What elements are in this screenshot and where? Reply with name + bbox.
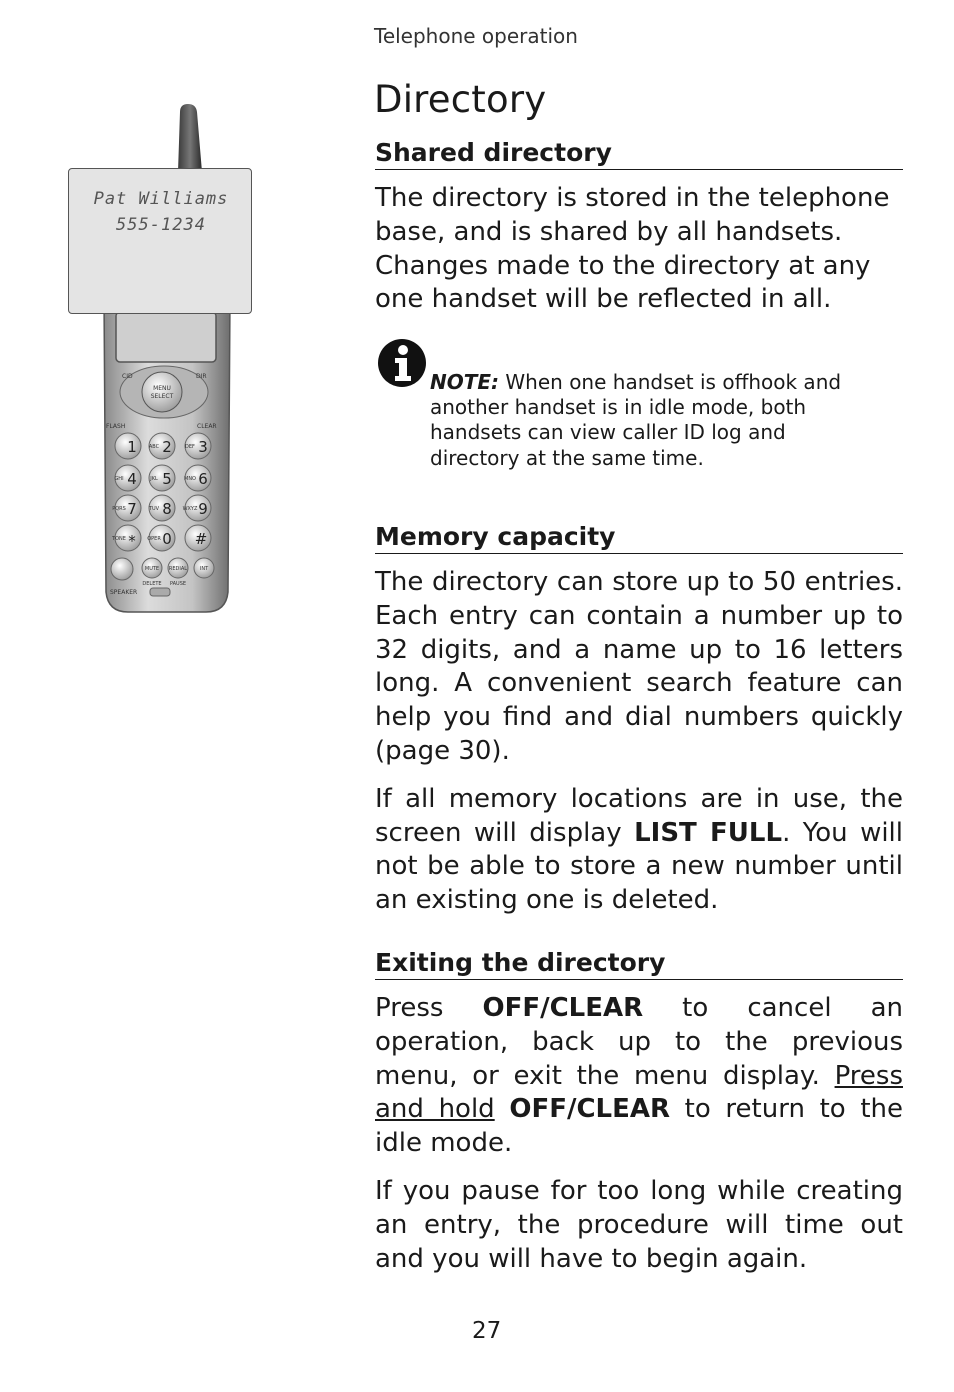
- section-heading: Shared directory: [375, 138, 903, 170]
- key-6: 6: [198, 470, 208, 488]
- text-run: If all memory locations are in use, the screen will display: [375, 783, 903, 848]
- note-box: [375, 336, 903, 476]
- running-head: Telephone operation: [374, 24, 578, 48]
- section-heading: Exiting the directory: [375, 948, 903, 980]
- text-run: . You will not be able to store a new number until an existing one is deleted.: [375, 817, 904, 916]
- section-memory-capacity: [375, 522, 903, 918]
- page-number: 27: [472, 1318, 502, 1344]
- flash-key-label: FLASH: [106, 423, 126, 430]
- key-int-label: INT: [199, 566, 209, 572]
- key-oper-label: OPER: [147, 536, 161, 542]
- speaker-label: SPEAKER: [110, 589, 138, 596]
- key-0: 0: [162, 530, 172, 548]
- key-redial-label: REDIAL: [168, 566, 188, 572]
- key-4: 4: [127, 470, 137, 488]
- lcd-number-line: 555-1234: [116, 215, 206, 235]
- note-body: When one handset is offhook and another handset is in idle mode, both handsets can view caller ID log and directory at the same time.: [430, 370, 842, 470]
- key-7: 7: [127, 500, 137, 518]
- lcd-callout: [68, 168, 252, 314]
- key-2: 2: [162, 438, 172, 456]
- paragraph: [375, 992, 903, 1161]
- paragraph: If you pause for too long while creating an entry, the procedure will time out and you will have to begin again.: [375, 1175, 903, 1274]
- note-label: NOTE:: [430, 370, 500, 394]
- dir-key-label: DIR: [196, 373, 207, 380]
- press-and-hold-text: Press and hold: [375, 1060, 903, 1125]
- paragraph: [375, 783, 903, 918]
- key-star: *: [128, 532, 136, 550]
- clear-key-label: CLEAR: [197, 423, 217, 430]
- key-3: 3: [198, 438, 208, 456]
- key-def-label: DEF: [185, 444, 195, 450]
- text-run: to cancel an operation, back up to the previous menu, or exit the menu display.: [375, 993, 903, 1091]
- key-1: 1: [127, 438, 137, 456]
- key-delete-label: DELETE: [142, 581, 162, 587]
- key-pause-label: PAUSE: [169, 581, 187, 587]
- key-hash: #: [194, 530, 208, 548]
- note-text: [430, 370, 870, 471]
- off-clear-term: OFF/CLEAR: [509, 1094, 671, 1125]
- page-title: Directory: [374, 78, 547, 121]
- cid-key-label: CID: [122, 373, 133, 380]
- lcd-name-line: Pat Williams: [93, 189, 229, 209]
- key-wxyz-label: WXYZ: [182, 506, 198, 512]
- info-icon: [377, 338, 427, 388]
- select-key-label: SELECT: [150, 393, 174, 400]
- key-tuv-label: TUV: [148, 506, 160, 512]
- text-run: [495, 1094, 510, 1124]
- key-pqrs-label: PQRS: [112, 506, 126, 512]
- text-run: Press: [375, 993, 483, 1023]
- section-shared-directory: [375, 138, 903, 317]
- section-exiting-directory: [375, 948, 903, 1276]
- key-tone-label: TONE: [112, 536, 126, 542]
- paragraph: The directory can store up to 50 entries. Each entry can contain a number up to 32 digits, and a name up to 16 letters long. A convenient search feature can help you find and dial numbers quickly (page 30).: [375, 567, 903, 766]
- key-abc-label: ABC: [148, 444, 160, 450]
- menu-key-label: MENU: [153, 385, 171, 392]
- off-clear-term: OFF/CLEAR: [482, 993, 644, 1023]
- paragraph: The directory is stored in the telephone base, and is shared by all handsets. Changes made to the directory at any one handset will be reflected in all.: [375, 183, 890, 315]
- key-jkl-label: JKL: [150, 476, 158, 482]
- key-mute-label: MUTE: [144, 566, 160, 572]
- key-9: 9: [198, 500, 208, 518]
- text-run: to return to the idle mode.: [375, 1094, 903, 1159]
- key-mno-label: MNO: [184, 476, 196, 482]
- key-ghi-label: GHI: [114, 476, 124, 482]
- key-5: 5: [162, 470, 172, 488]
- list-full-term: LIST FULL: [634, 817, 783, 848]
- key-8: 8: [162, 500, 172, 518]
- section-heading: Memory capacity: [375, 522, 903, 554]
